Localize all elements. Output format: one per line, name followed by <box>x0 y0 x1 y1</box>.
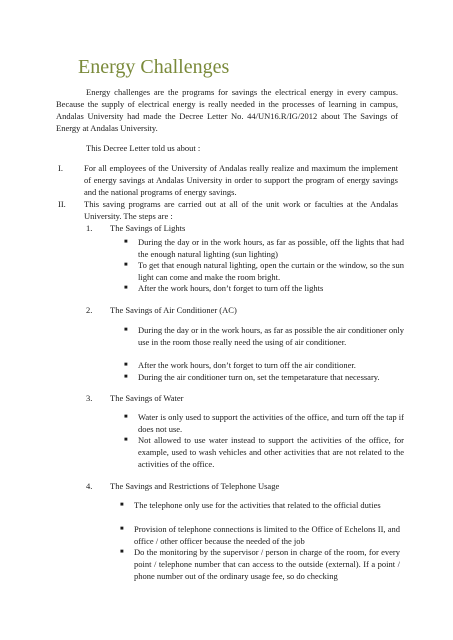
roman-number: II. <box>58 199 66 209</box>
bullet-icon: ■ <box>124 262 128 268</box>
step-1-heading <box>86 222 398 234</box>
step-title: The Savings of Water <box>110 393 184 403</box>
step-4-heading <box>86 480 398 492</box>
decree-intro-line: This Decree Letter told us about : <box>86 143 201 153</box>
step-number: 3. <box>86 393 93 403</box>
step-title: The Savings and Restrictions of Telephone Usage <box>110 481 280 491</box>
roman-item-2 <box>58 198 398 222</box>
bullet-icon: ■ <box>120 526 124 532</box>
list-item: ■ During the day or in the work hours, as far as possible, off the lights that had the enough natural lighting (sun lighting) <box>124 237 404 259</box>
list-item: ■ During the air conditioner turn on, set the tempetarature that necessary. <box>124 372 380 382</box>
roman-item-1 <box>58 162 398 198</box>
step-number: 2. <box>86 305 93 315</box>
step-3-heading <box>86 392 398 404</box>
bullet-icon: ■ <box>124 437 128 443</box>
list-item: ■ After the work hours, don’t forget to turn off the air conditioner. <box>124 360 356 370</box>
step-2-heading <box>86 304 398 316</box>
step-number: 4. <box>86 481 93 491</box>
list-item: ■ Do the monitoring by the supervisor / person in charge of the room, for every point / telephone number that can access to the outside (external). If a point / phone number out of the ordinary usage fee, so do checking <box>120 547 400 581</box>
list-item: ■ Provision of telephone connections is limited to the Office of Echelons II, and office / other officer because the needed of the job <box>120 524 400 546</box>
step-title: The Savings of Lights <box>110 223 186 233</box>
step-title: The Savings of Air Conditioner (AC) <box>110 305 237 315</box>
list-item: ■ Water is only used to support the activities of the office, and turn off the tap if does not use. <box>124 412 404 434</box>
intro-paragraph: Energy challenges are the programs for savings the electrical energy in every campus. Because the supply of electrical energy is really needed in the processes of learning in campus, Andalas University had made the Decree Letter No. 44/UN16.R/IG/2012 about The Savings of Energy at Andalas University. <box>56 87 398 133</box>
step-number: 1. <box>86 223 93 233</box>
roman-text: For all employees of the University of Andalas really realize and maximum the implement of energy savings at Andalas University in order to support the program of energy savings and the national programs of energy savings. <box>84 163 398 197</box>
bullet-icon: ■ <box>124 327 128 333</box>
bullet-icon: ■ <box>120 549 124 555</box>
list-item: ■ During the day or in the work hours, as far as possible the air conditioner only use in the room those really need the using of air conditioner. <box>124 325 404 347</box>
page-title: Energy Challenges <box>78 56 230 78</box>
bullet-icon: ■ <box>124 374 128 380</box>
bullet-icon: ■ <box>124 285 128 291</box>
roman-text: This saving programs are carried out at all of the unit work or faculties at the Andalas University. The steps are : <box>84 199 398 221</box>
list-item: ■ Not allowed to use water instead to support the activities of the office, for example, used to wash vehicles and other activities that are not related to the activities of the office. <box>124 435 404 469</box>
list-item: ■ To get that enough natural lighting, open the curtain or the window, so the sun light can come and make the room bright. <box>124 260 404 282</box>
bullet-icon: ■ <box>124 239 128 245</box>
roman-number: I. <box>58 163 63 173</box>
bullet-icon: ■ <box>124 362 128 368</box>
list-item: ■ After the work hours, don’t forget to turn off the lights <box>124 283 324 293</box>
bullet-icon: ■ <box>124 414 128 420</box>
bullet-icon: ■ <box>120 502 124 508</box>
list-item: ■ The telephone only use for the activities that related to the official duties <box>120 500 381 510</box>
